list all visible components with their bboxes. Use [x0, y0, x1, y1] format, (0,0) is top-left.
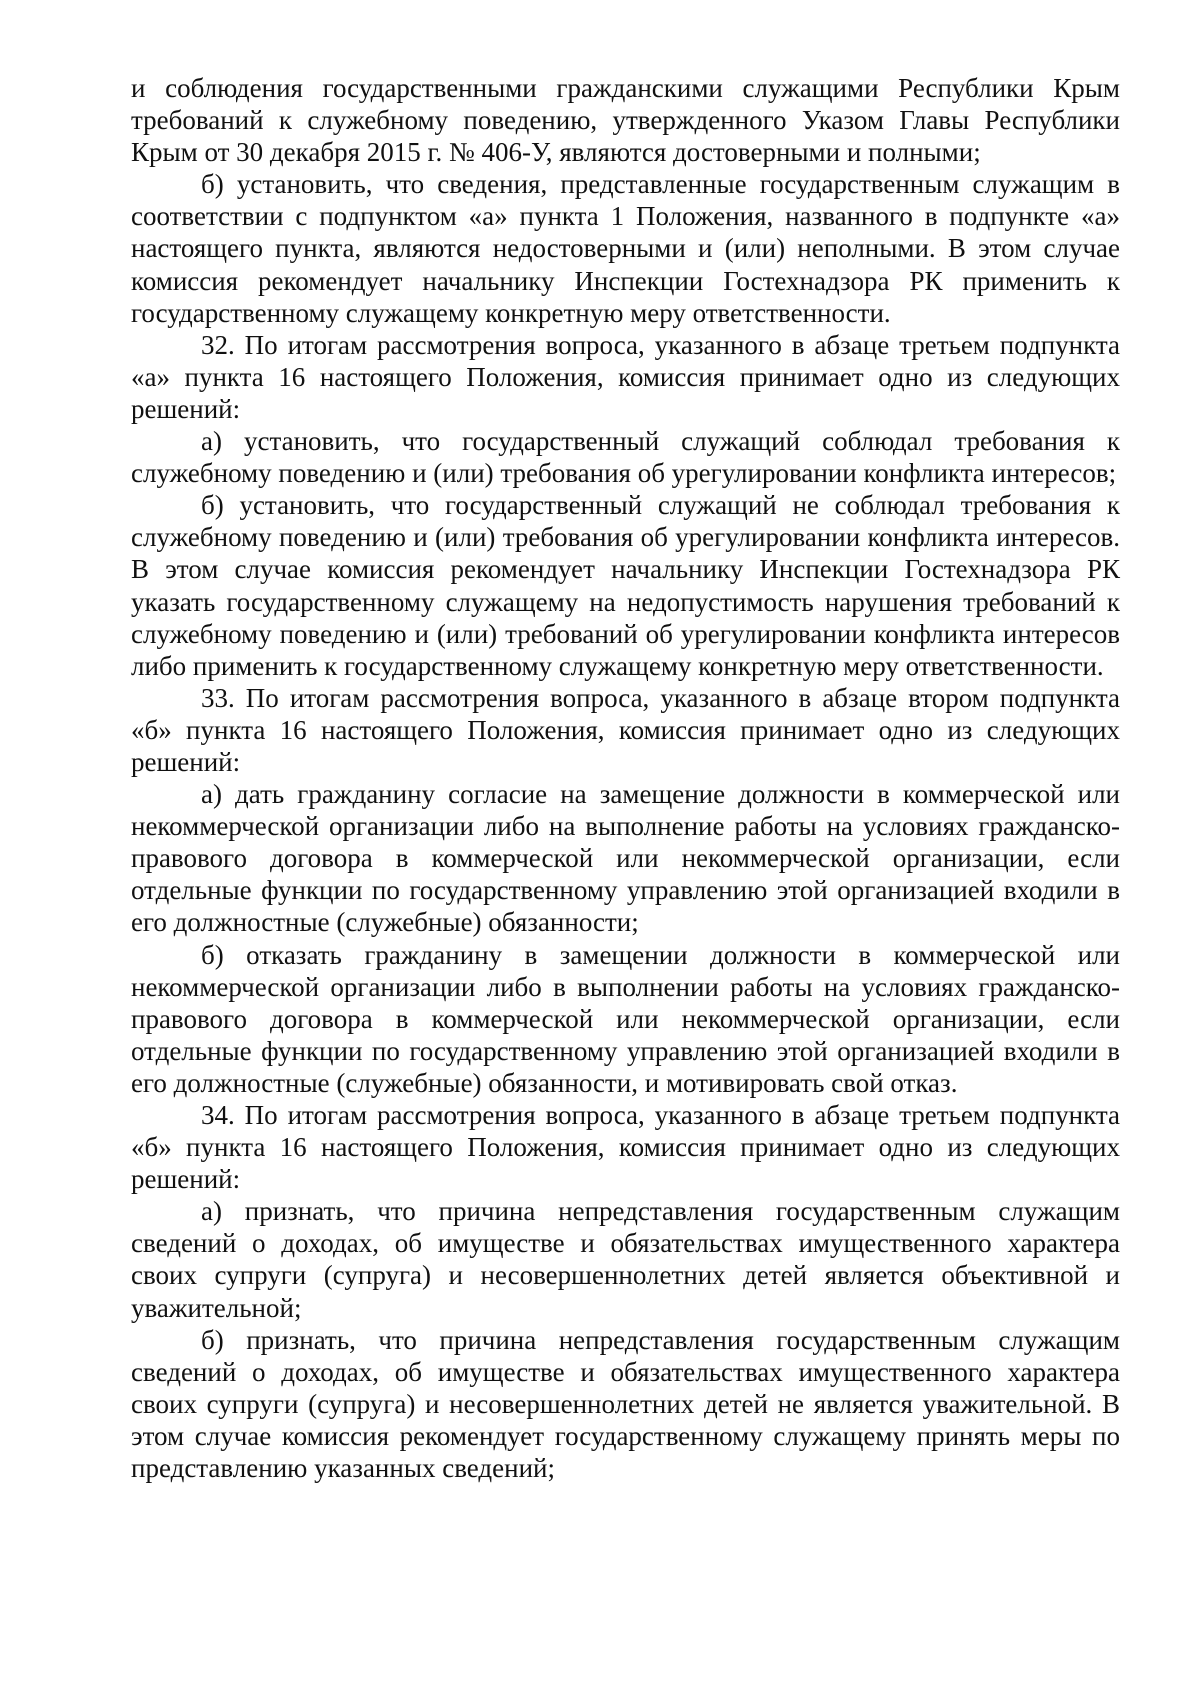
paragraph-continuation: и соблюдения государственными гражданскими служащими Республики Крым требований к служебному поведению, утвержденного Указом Главы Республики Крым от 30 декабря 2015 г. № 406-У, являются достоверными и полными; [131, 73, 1120, 168]
document-text [131, 72, 1120, 1484]
paragraph-33-b: б) отказать гражданину в замещении должности в коммерческой или некоммерческой организации либо в выполнении работы на условиях гражданско-правового договора в коммерческой или некоммерческой организации, если отдельные функции по государственному управлению этой организацией входили в его должностные (служебные) обязанности, и мотивировать свой отказ. [131, 939, 1120, 1098]
paragraph-34: 34. По итогам рассмотрения вопроса, указанного в абзаце третьем подпункта «б» пункта 16 настоящего Положения, комиссия принимает одно из следующих решений: [131, 1100, 1120, 1195]
paragraph-33-a: а) дать гражданину согласие на замещение должности в коммерческой или некоммерческой организации либо на выполнение работы на условиях гражданско-правового договора в коммерческой или некоммерческой организации, если отдельные функции по государственному управлению этой организацией входили в его должностные (служебные) обязанности; [131, 779, 1120, 938]
paragraph-33: 33. По итогам рассмотрения вопроса, указанного в абзаце втором подпункта «б» пункта 16 настоящего Положения, комиссия принимает одно из следующих решений: [131, 682, 1120, 777]
paragraph-34-a: а) признать, что причина непредставления государственным служащим сведений о доходах, об имуществе и обязательствах имущественного характера своих супруги (супруга) и несовершеннолетних детей является объективной и уважительной; [131, 1196, 1120, 1323]
paragraph-31-b: б) установить, что сведения, представленные государственным служащим в соответствии с подпунктом «а» пункта 1 Положения, названного в подпункте «а» настоящего пункта, являются недостоверными и (или) неполными. В этом случае комиссия рекомендует начальнику Инспекции Гостехнадзора РК применить к государственному служащему конкретную меру ответственности. [131, 169, 1120, 328]
paragraph-32: 32. По итогам рассмотрения вопроса, указанного в абзаце третьем подпункта «а» пункта 16 настоящего Положения, комиссия принимает одно из следующих решений: [131, 329, 1120, 424]
paragraph-34-b: б) признать, что причина непредставления государственным служащим сведений о доходах, об имуществе и обязательствах имущественного характера своих супруги (супруга) и несовершеннолетних детей не является уважительной. В этом случае комиссия рекомендует государственному служащему принять меры по представлению указанных сведений; [131, 1324, 1120, 1484]
paragraph-32-b: б) установить, что государственный служащий не соблюдал требования к служебному поведению и (или) требования об урегулировании конфликта интересов. В этом случае комиссия рекомендует начальнику Инспекции Гостехнадзора РК указать государственному служащему на недопустимость нарушения требований к служебному поведению и (или) требований об урегулировании конфликта интересов либо применить к государственному служащему конкретную меру ответственности. [131, 490, 1120, 681]
paragraph-32-a: а) установить, что государственный служащий соблюдал требования к служебному поведению и (или) требования об урегулировании конфликта интересов; [131, 426, 1120, 489]
